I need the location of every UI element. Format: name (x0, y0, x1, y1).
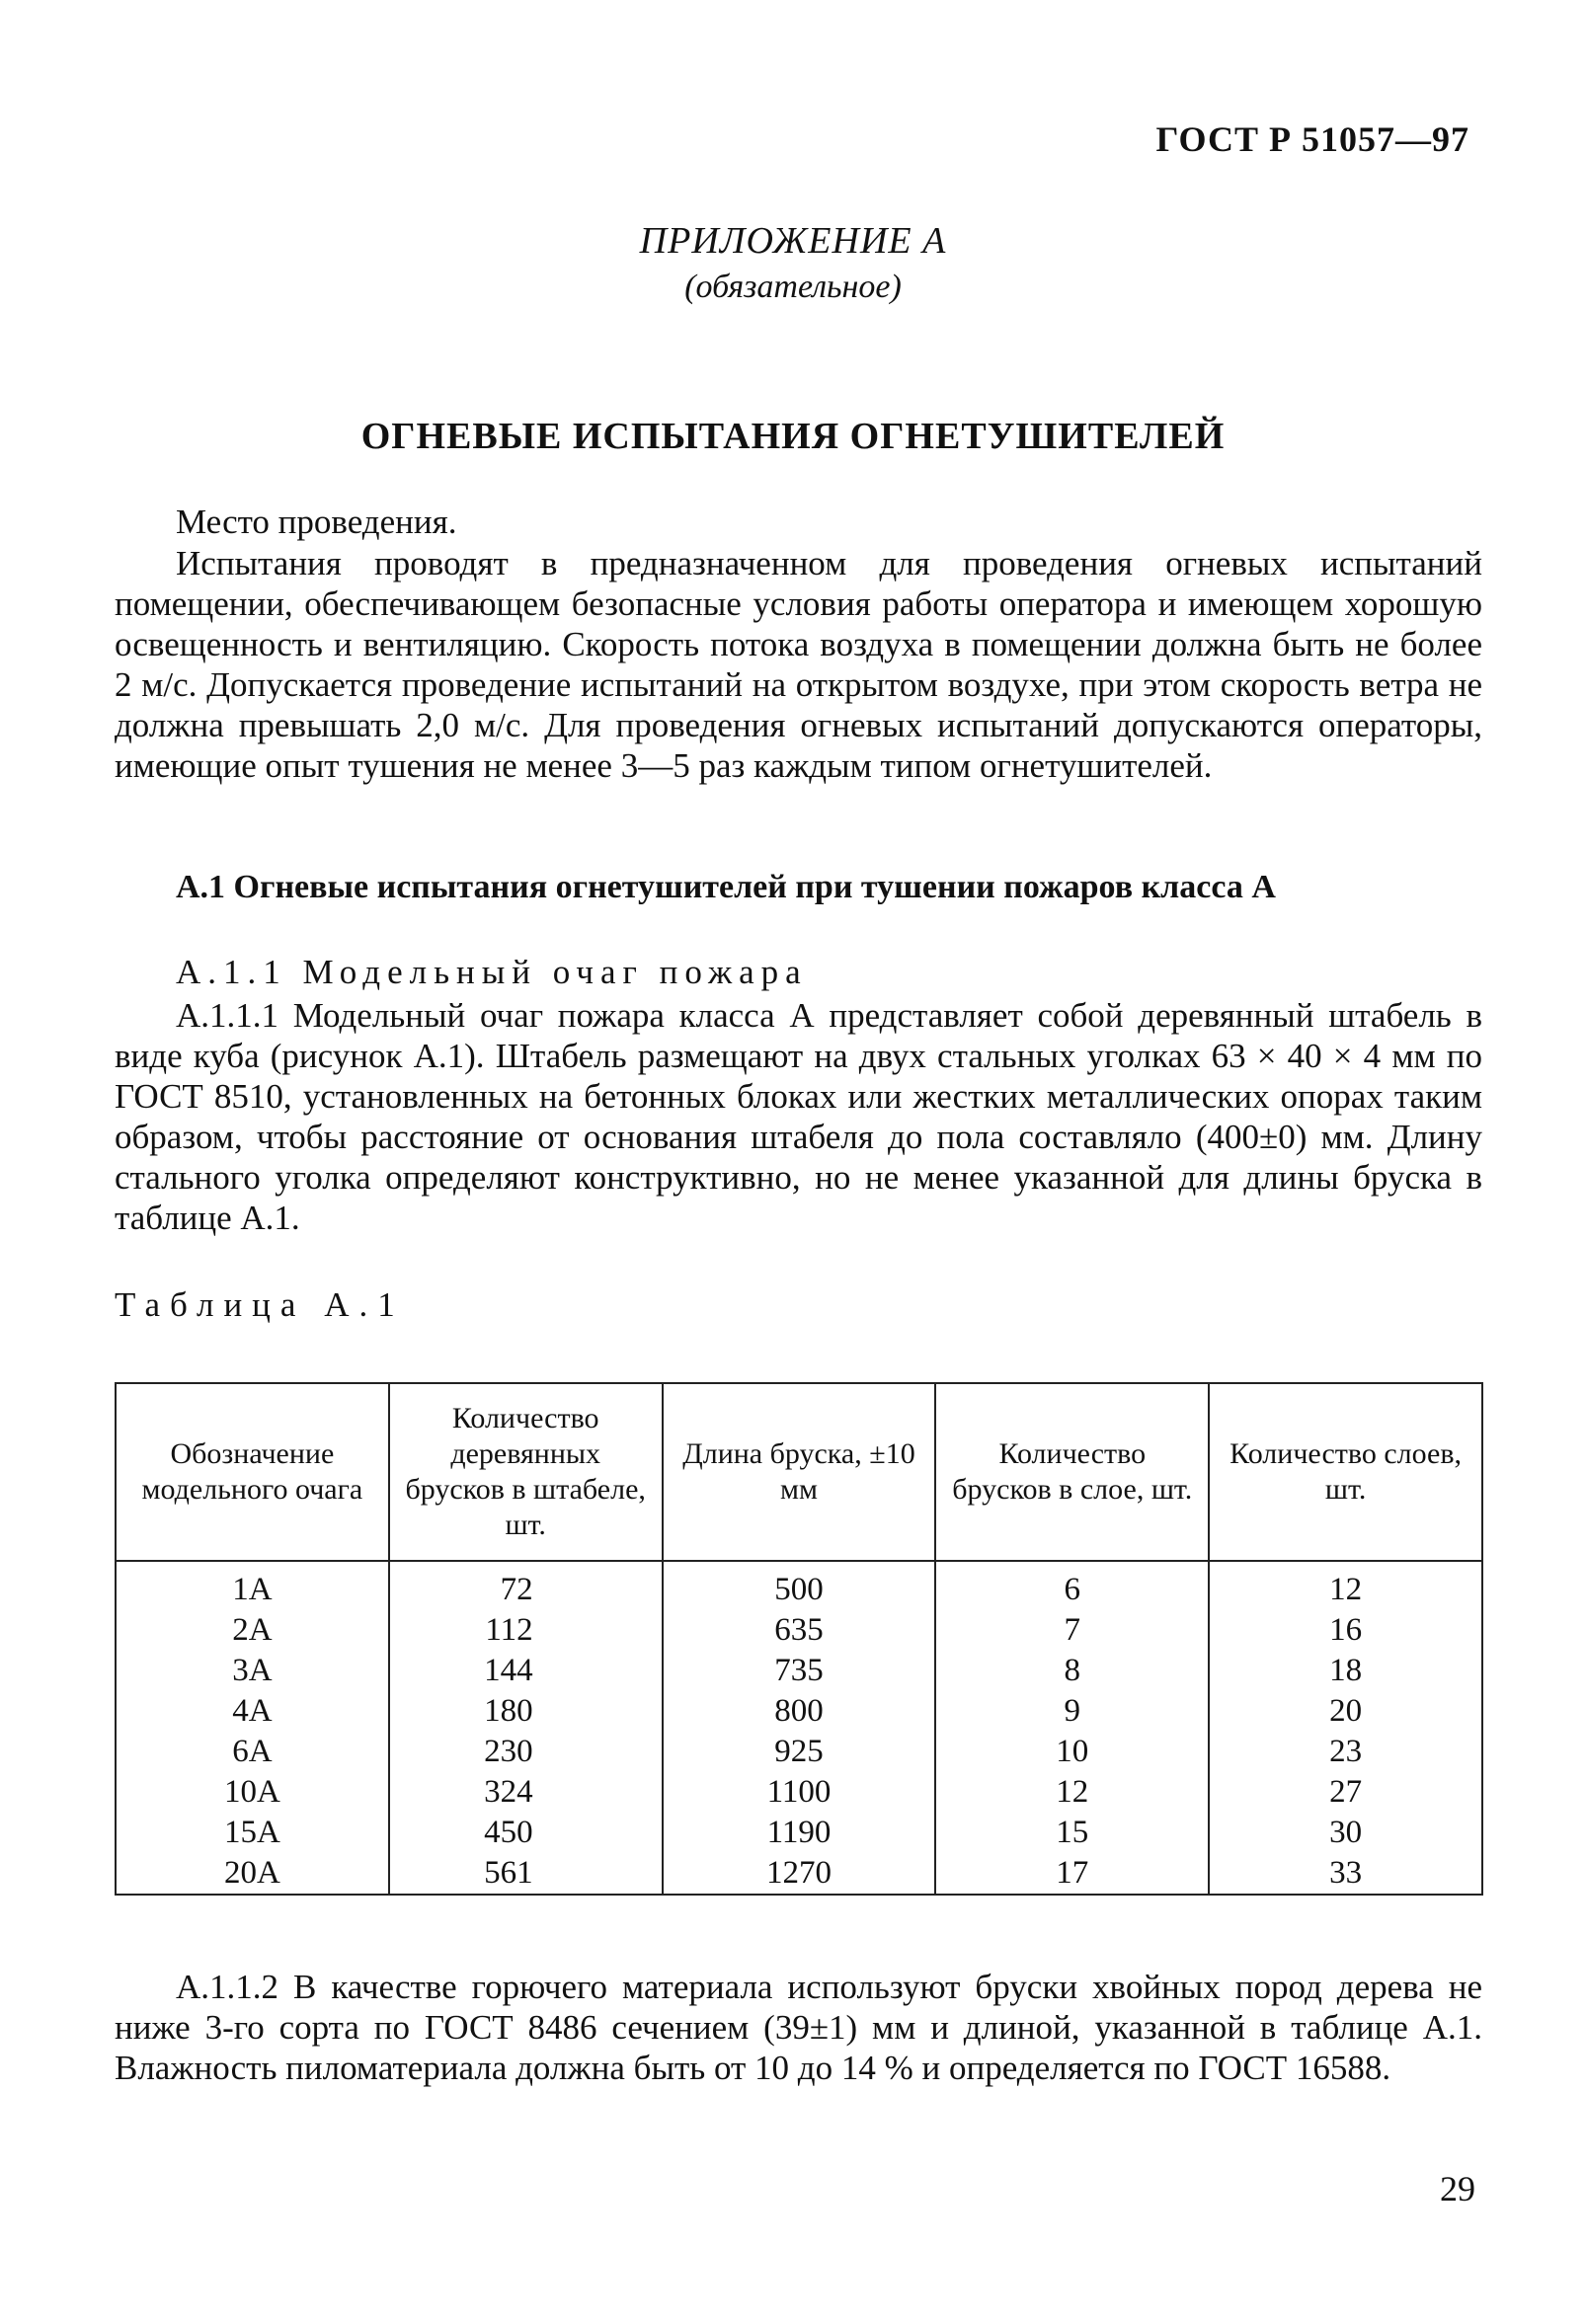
table-cell: 561 (389, 1853, 663, 1895)
table-cell: 1А (116, 1561, 389, 1610)
paragraph-intro: Испытания проводят в предназначенном для проведения огневых испытаний помещении, обеспечивающем безопасные условия работы оператора и имеющем хорошую освещенность и вентиляцию. Скорость потока воздуха в помещении должна быть не более 2 м/с. Допускается проведение испытаний на открытом воздухе, при этом скорость ветра не должна превышать 2,0 м/с. Для проведения огневых испытаний допускаются операторы, имеющие опыт тушения не менее 3—5 раз каждым типом огнетушителей. (115, 544, 1482, 785)
table-cell: 15 (935, 1813, 1209, 1853)
table-cell: 735 (663, 1651, 936, 1691)
table-cell: 2А (116, 1610, 389, 1651)
column-header: Количество слоев, шт. (1209, 1383, 1482, 1561)
table-row (116, 1651, 1482, 1691)
table-cell: 7 (935, 1610, 1209, 1651)
table-row (116, 1772, 1482, 1813)
page-title: ОГНЕВЫЕ ИСПЫТАНИЯ ОГНЕТУШИТЕЛЕЙ (360, 416, 1226, 457)
table-cell: 635 (663, 1610, 936, 1651)
table-cell: 72 (389, 1561, 663, 1610)
paragraph-place: Место проведения. (176, 503, 457, 541)
table-row (116, 1813, 1482, 1853)
document-code: ГОСТ Р 51057—97 (1155, 119, 1469, 159)
page-number: 29 (1440, 2169, 1475, 2208)
table-cell: 4А (116, 1691, 389, 1732)
column-header: Обозначение модельного очага (116, 1383, 389, 1561)
table-row (116, 1691, 1482, 1732)
table-cell: 17 (935, 1853, 1209, 1895)
table-cell: 1190 (663, 1813, 936, 1853)
section-heading-a1: А.1 Огневые испытания огнетушителей при тушении пожаров класса А (176, 869, 1276, 905)
data-table (115, 1382, 1483, 1896)
table-cell: 500 (663, 1561, 936, 1610)
table-cell: 16 (1209, 1610, 1482, 1651)
table-cell: 33 (1209, 1853, 1482, 1895)
table-cell: 800 (663, 1691, 936, 1732)
table-cell: 925 (663, 1732, 936, 1772)
table-header-row (116, 1383, 1482, 1561)
table-row (116, 1610, 1482, 1651)
table-row (116, 1732, 1482, 1772)
table-cell: 450 (389, 1813, 663, 1853)
table-cell: 112 (389, 1610, 663, 1651)
table-cell: 30 (1209, 1813, 1482, 1853)
table-row (116, 1853, 1482, 1895)
table-cell: 6 (935, 1561, 1209, 1610)
table-cell: 1270 (663, 1853, 936, 1895)
table-row (116, 1561, 1482, 1610)
table-cell: 144 (389, 1651, 663, 1691)
table-cell: 8 (935, 1651, 1209, 1691)
paragraph-a112: А.1.1.2 В качестве горючего материала используют бруски хвойных пород дерева не ниже 3-го сорта по ГОСТ 8486 сечением (39±1) мм и длиной, указанной в таблице А.1. Влажность пиломатериала должна быть от 10 до 14 % и определяется по ГОСТ 16588. (115, 1968, 1482, 2087)
table-cell: 230 (389, 1732, 663, 1772)
table-cell: 12 (935, 1772, 1209, 1813)
appendix-title: ПРИЛОЖЕНИЕ А (639, 220, 947, 262)
table-cell: 18 (1209, 1651, 1482, 1691)
table-cell: 10А (116, 1772, 389, 1813)
column-header: Количество брусков в слое, шт. (935, 1383, 1209, 1561)
table-cell: 15А (116, 1813, 389, 1853)
table-cell: 20А (116, 1853, 389, 1895)
table-cell: 23 (1209, 1732, 1482, 1772)
table-cell: 180 (389, 1691, 663, 1732)
table-cell: 10 (935, 1732, 1209, 1772)
table-cell: 6А (116, 1732, 389, 1772)
appendix-subtitle: (обязательное) (684, 269, 902, 305)
column-header: Длина бруска, ±10 мм (663, 1383, 936, 1561)
table-cell: 324 (389, 1772, 663, 1813)
table-cell: 1100 (663, 1772, 936, 1813)
table-cell: 20 (1209, 1691, 1482, 1732)
subsection-heading-a11: А.1.1 Модельный очаг пожара (176, 953, 808, 991)
table-cell: 9 (935, 1691, 1209, 1732)
table-cell: 3А (116, 1651, 389, 1691)
table-cell: 12 (1209, 1561, 1482, 1610)
paragraph-a111: А.1.1.1 Модельный очаг пожара класса А представляет собой деревянный штабель в виде куба (рисунок А.1). Штабель размещают на двух стальных уголках 63 × 40 × 4 мм по ГОСТ 8510, установленных на бетонных блоках или жестких металлических опорах таким образом, чтобы расстояние от основания штабеля до пола составляло (400±0) мм. Длину стального уголка определяют конструктивно, но не менее указанной для длины бруска в таблице А.1. (115, 996, 1482, 1237)
table-caption: Таблица А.1 (115, 1285, 405, 1324)
table-cell: 27 (1209, 1772, 1482, 1813)
column-header: Количество деревянных брусков в штабеле, шт. (389, 1383, 663, 1561)
